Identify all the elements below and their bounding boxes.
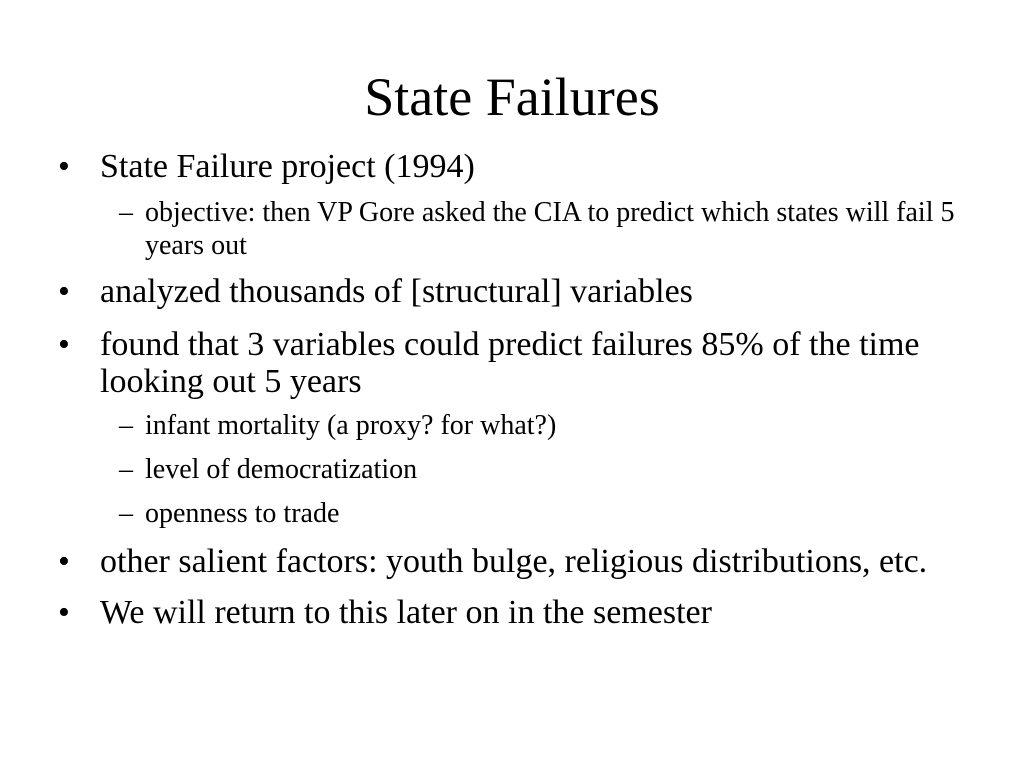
bullet-list: [58, 148, 978, 631]
sub-bullet-marker: –: [119, 197, 133, 228]
sub-bullet-item: [58, 409, 978, 442]
sub-bullet-marker: –: [119, 410, 133, 441]
bullet-marker: •: [58, 594, 70, 631]
sub-bullet-text: infant mortality (a proxy? for what?): [145, 410, 557, 441]
sub-bullet-text: objective: then VP Gore asked the CIA to predict which states will fail 5 years out: [145, 197, 955, 261]
bullet-text: We will return to this later on in the semester: [100, 594, 712, 631]
bullet-text: State Failure project (1994): [100, 148, 475, 185]
sub-bullet-marker: –: [119, 498, 133, 529]
sub-bullet-item: [58, 497, 978, 530]
bullet-marker: •: [58, 326, 70, 363]
slide-title: State Failures: [364, 67, 660, 127]
sub-bullet-text: level of democratization: [145, 454, 418, 485]
bullet-text: analyzed thousands of [structural] variables: [100, 273, 693, 310]
bullet-text: other salient factors: youth bulge, religious distributions, etc.: [100, 543, 928, 580]
sub-bullet-text: openness to trade: [145, 498, 340, 529]
sub-bullet-item: [58, 453, 978, 486]
bullet-marker: •: [58, 543, 70, 580]
bullet-item: [58, 273, 978, 310]
bullet-text: found that 3 variables could predict failures 85% of the time looking out 5 years: [100, 326, 920, 400]
bullet-item: [58, 594, 978, 631]
bullet-marker: •: [58, 148, 70, 185]
bullet-marker: •: [58, 273, 70, 310]
bullet-item: [58, 148, 978, 185]
sub-bullet-marker: –: [119, 454, 133, 485]
sub-bullet-item: [58, 196, 978, 262]
bullet-item: [58, 326, 978, 400]
bullet-item: [58, 543, 978, 580]
